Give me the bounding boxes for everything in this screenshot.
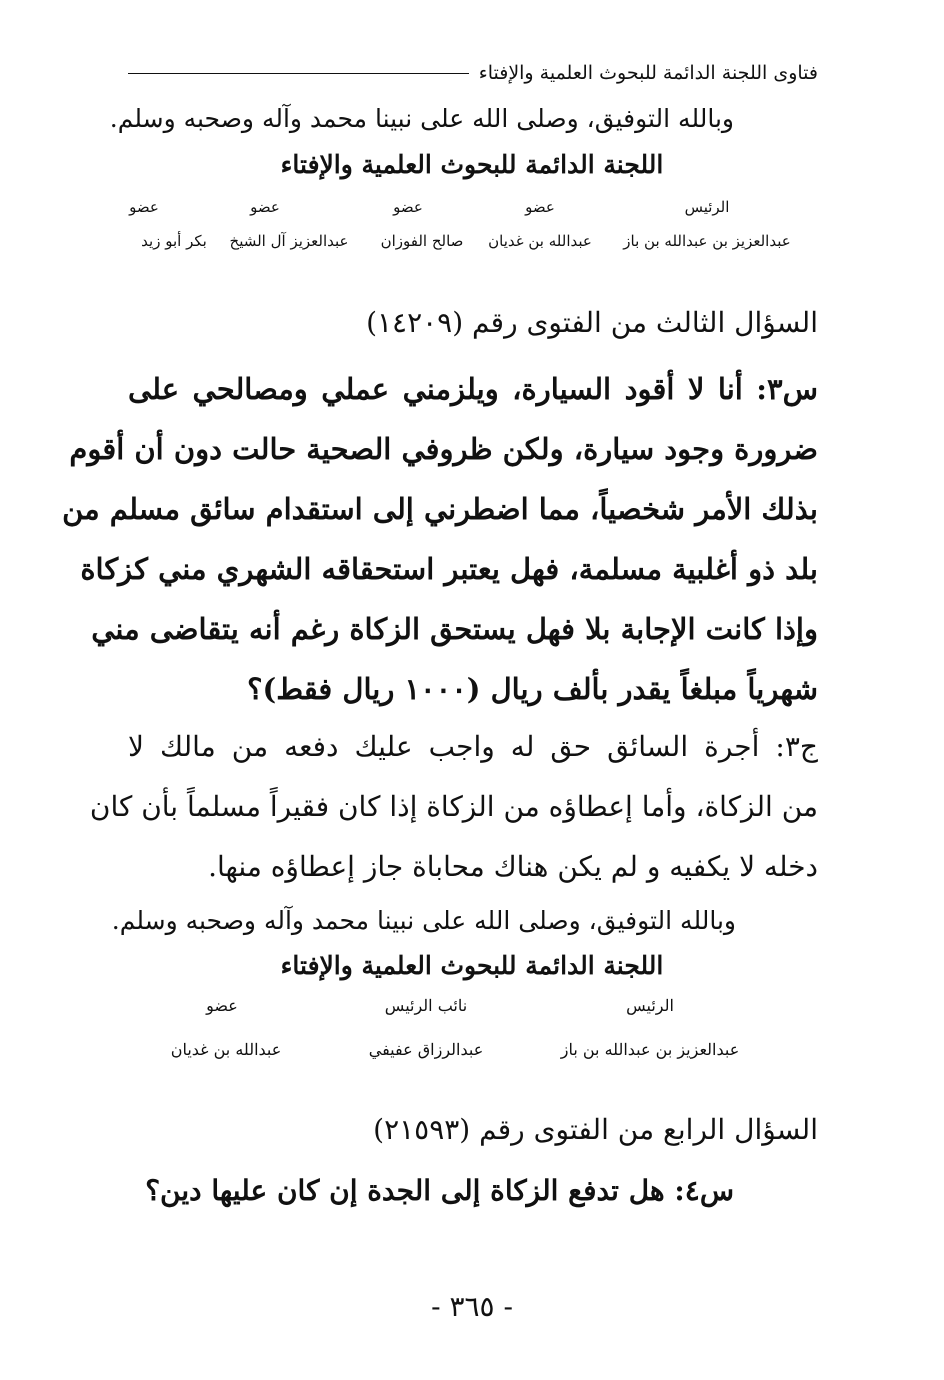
header-rule [128,73,469,74]
signatory-role: عضو [129,198,159,216]
signatory-role: عضو [393,198,423,216]
signatory-name: عبدالعزيز بن عبدالله بن باز [560,1040,740,1059]
header-title: فتاوى اللجنة الدائمة للبحوث العلمية والإفتاء [478,62,818,84]
signatory-role: عضو [525,198,555,216]
signatory-name: صالح الفوزان [380,232,464,250]
signatory-name: عبدالعزيز بن عبدالله بن باز [623,232,791,250]
question-line: ضرورة وجود سيارة، ولكن ظروفي الصحية حالت دون أن أقوم [69,432,818,466]
question-line: بلد ذو أغلبية مسلمة، فهل يعتبر استحقاقه الشهري مني كزكاة [80,552,818,586]
running-header [128,55,818,91]
answer-line: دخله لا يكفيه و لم يكن هناك محاباة جاز إعطاؤه منها. [208,850,818,883]
signatory-name: عبدالله بن غديان [488,232,592,250]
answer-line: من الزكاة، وأما إعطاؤه من الزكاة إذا كان فقيراً مسلماً بأن كان [89,790,818,823]
signatory-role: الرئيس [626,996,674,1015]
question-line: وإذا كانت الإجابة بلا فهل يستحق الزكاة رغم أنه يتقاضى مني [91,612,818,646]
answer-line: ج٣: أجرة السائق حق له واجب عليك دفعه من مالك لا [128,730,818,763]
question-line: شهرياً مبلغاً يقدر بألف ريال (١٠٠٠ ريال فقط)؟ [247,672,818,706]
question-4: س٤: هل تدفع الزكاة إلى الجدة إن كان عليها دين؟ [145,1174,734,1207]
page-number: - ٣٦٥ - [431,1290,513,1323]
signatory-name: عبدالله بن غديان [170,1040,282,1059]
closing-formula-1: وبالله التوفيق، وصلى الله على نبينا محمد وآله وصحبه وسلم. [109,104,734,133]
signatory-name: عبدالعزيز آل الشيخ [229,232,349,250]
signatory-role: الرئيس [684,198,730,216]
signatory-role: عضو [250,198,280,216]
signatory-role: نائب الرئيس [384,996,468,1015]
question-line: س٣: أنا لا أقود السيارة، ويلزمني عملي ومصالحي على [128,372,818,406]
signatory-role: عضو [206,996,238,1015]
fatwa-heading-q3: السؤال الثالث من الفتوى رقم (١٤٢٠٩) [366,306,818,339]
question-line: بذلك الأمر شخصياً، مما اضطرني إلى استقدام سائق مسلم من [62,492,818,526]
committee-title-1: اللجنة الدائمة للبحوث العلمية والإفتاء [280,150,664,179]
fatwa-heading-q4: السؤال الرابع من الفتوى رقم (٢١٥٩٣) [373,1113,818,1146]
closing-formula-2: وبالله التوفيق، وصلى الله على نبينا محمد وآله وصحبه وسلم. [111,906,736,935]
committee-title-2: اللجنة الدائمة للبحوث العلمية والإفتاء [280,951,664,980]
signatory-name: عبدالرزاق عفيفي [368,1040,484,1059]
signatory-name: بكر أبو زيد [141,232,207,250]
